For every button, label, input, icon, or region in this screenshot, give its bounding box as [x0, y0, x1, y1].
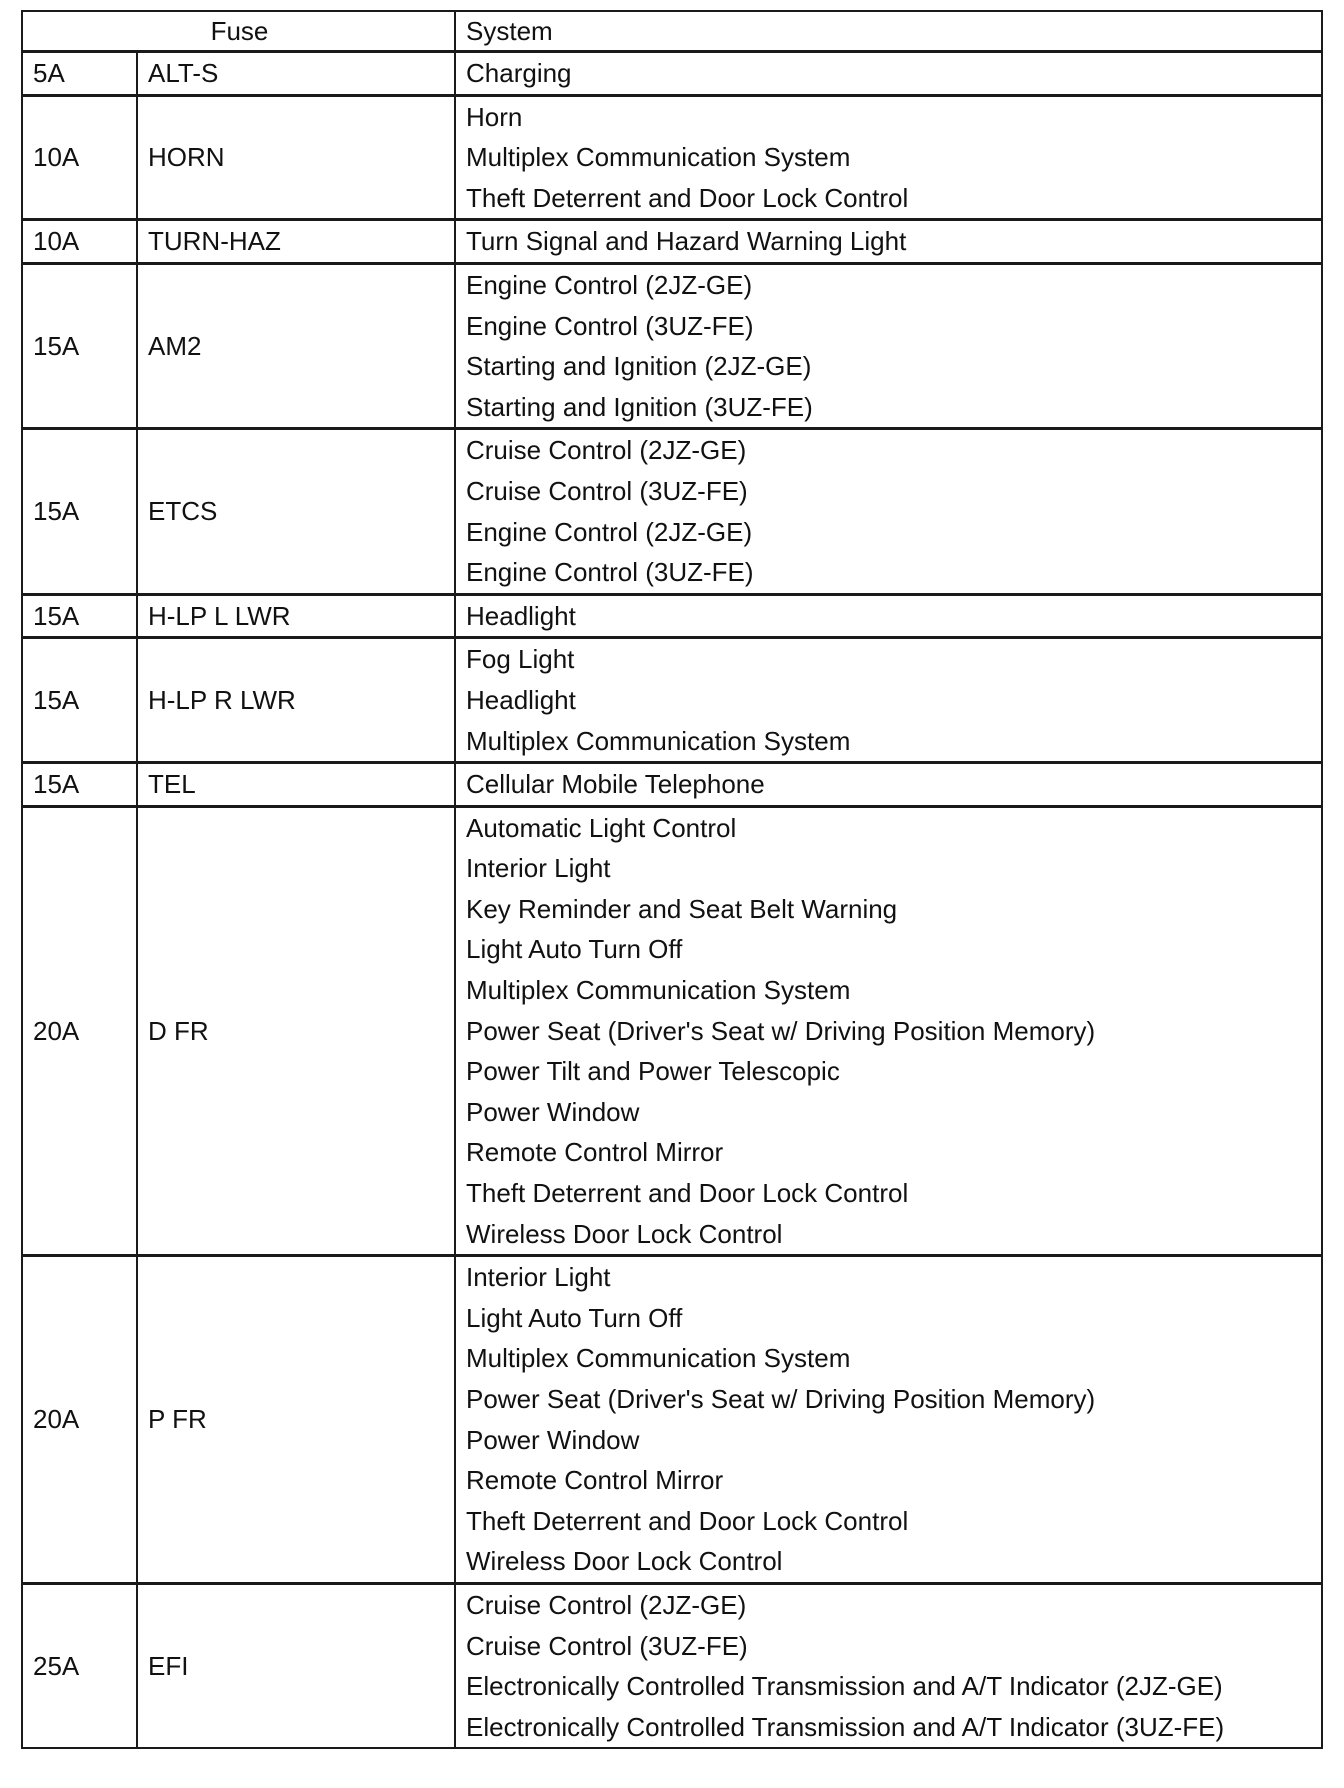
system-item: Headlight — [466, 684, 576, 715]
fuse-name: ALT-S — [137, 52, 455, 96]
table-row — [22, 763, 1322, 807]
system-list — [455, 263, 1322, 428]
table-row — [22, 1583, 1322, 1748]
system-item: Automatic Light Control — [466, 812, 737, 843]
fuse-amperage: 20A — [22, 1256, 137, 1584]
fuse-amperage: 15A — [22, 763, 137, 807]
fuse-name: H-LP L LWR — [137, 594, 455, 638]
system-item: Multiplex Communication System — [466, 1343, 851, 1374]
system-item: Multiplex Communication System — [466, 725, 851, 756]
fuse-table-body — [22, 52, 1322, 1749]
fuse-column-header: Fuse — [22, 11, 455, 52]
fuse-amperage: 15A — [22, 638, 137, 763]
fuse-name: TEL — [137, 763, 455, 807]
table-row — [22, 95, 1322, 220]
system-list — [455, 52, 1322, 96]
system-item: Power Tilt and Power Telescopic — [466, 1056, 840, 1087]
system-item: Multiplex Communication System — [466, 142, 851, 173]
system-item: Charging — [466, 58, 572, 88]
system-list — [455, 594, 1322, 638]
fuse-name: HORN — [137, 95, 455, 220]
fuse-amperage: 15A — [22, 594, 137, 638]
system-item: Power Seat (Driver's Seat w/ Driving Position Memory) — [466, 1015, 1096, 1046]
fuse-name: AM2 — [137, 263, 455, 428]
system-item: Remote Control Mirror — [466, 1465, 724, 1496]
system-item: Theft Deterrent and Door Lock Control — [466, 1505, 909, 1536]
system-item: Electronically Controlled Transmission and A/T Indicator (3UZ-FE) — [466, 1711, 1225, 1742]
fuse-name: P FR — [137, 1256, 455, 1584]
system-item: Wireless Door Lock Control — [466, 1546, 783, 1577]
system-item: Interior Light — [466, 1262, 611, 1293]
table-header-row — [22, 11, 1322, 52]
table-row — [22, 594, 1322, 638]
system-item: Multiplex Communication System — [466, 975, 851, 1006]
system-item: Power Window — [466, 1096, 640, 1127]
system-item: Theft Deterrent and Door Lock Control — [466, 182, 909, 213]
system-item: Wireless Door Lock Control — [466, 1218, 783, 1249]
system-item: Engine Control (3UZ-FE) — [466, 557, 754, 588]
system-item: Cruise Control (2JZ-GE) — [466, 1589, 747, 1620]
fuse-amperage: 5A — [22, 52, 137, 96]
system-item: Remote Control Mirror — [466, 1137, 724, 1168]
system-item: Power Window — [466, 1424, 640, 1455]
system-item: Electronically Controlled Transmission and A/T Indicator (2JZ-GE) — [466, 1671, 1223, 1702]
system-item: Cruise Control (2JZ-GE) — [466, 435, 747, 466]
system-item: Cruise Control (3UZ-FE) — [466, 475, 748, 506]
system-item: Light Auto Turn Off — [466, 1302, 683, 1333]
system-item: Starting and Ignition (3UZ-FE) — [466, 391, 813, 422]
fuse-amperage: 20A — [22, 806, 137, 1256]
system-item: Key Reminder and Seat Belt Warning — [466, 893, 898, 924]
fuse-name: H-LP R LWR — [137, 638, 455, 763]
system-item: Headlight — [466, 600, 576, 631]
system-item: Theft Deterrent and Door Lock Control — [466, 1178, 909, 1209]
fuse-amperage: 15A — [22, 263, 137, 428]
system-list — [455, 220, 1322, 264]
table-row — [22, 1256, 1322, 1584]
fuse-name: EFI — [137, 1583, 455, 1748]
system-item: Starting and Ignition (2JZ-GE) — [466, 351, 812, 382]
system-item: Turn Signal and Hazard Warning Light — [466, 226, 907, 257]
fuse-amperage: 25A — [22, 1583, 137, 1748]
system-list — [455, 806, 1322, 1256]
fuse-name: ETCS — [137, 429, 455, 594]
system-item: Engine Control (2JZ-GE) — [466, 516, 753, 547]
fuse-amperage: 15A — [22, 429, 137, 594]
system-item: Cellular Mobile Telephone — [466, 769, 765, 800]
system-list — [455, 429, 1322, 594]
system-list — [455, 1583, 1322, 1748]
system-list — [455, 763, 1322, 807]
system-item: Power Seat (Driver's Seat w/ Driving Position Memory) — [466, 1384, 1096, 1414]
system-item: Engine Control (2JZ-GE) — [466, 269, 753, 300]
table-row — [22, 263, 1322, 428]
table-row — [22, 806, 1322, 1256]
table-row — [22, 220, 1322, 264]
system-item: Fog Light — [466, 644, 575, 675]
table-row — [22, 52, 1322, 96]
system-item: Interior Light — [466, 853, 611, 884]
system-list — [455, 1256, 1322, 1584]
system-item: Light Auto Turn Off — [466, 934, 683, 965]
table-row — [22, 429, 1322, 594]
fuse-amperage: 10A — [22, 95, 137, 220]
system-item: Engine Control (3UZ-FE) — [466, 310, 754, 341]
fuse-system-table — [21, 10, 1323, 1749]
system-item: Horn — [466, 101, 523, 132]
table-row — [22, 638, 1322, 763]
system-column-header: System — [455, 11, 1322, 52]
system-item: Cruise Control (3UZ-FE) — [466, 1630, 748, 1661]
system-list — [455, 638, 1322, 763]
system-list — [455, 95, 1322, 220]
fuse-amperage: 10A — [22, 220, 137, 264]
fuse-name: D FR — [137, 806, 455, 1256]
fuse-name: TURN-HAZ — [137, 220, 455, 264]
